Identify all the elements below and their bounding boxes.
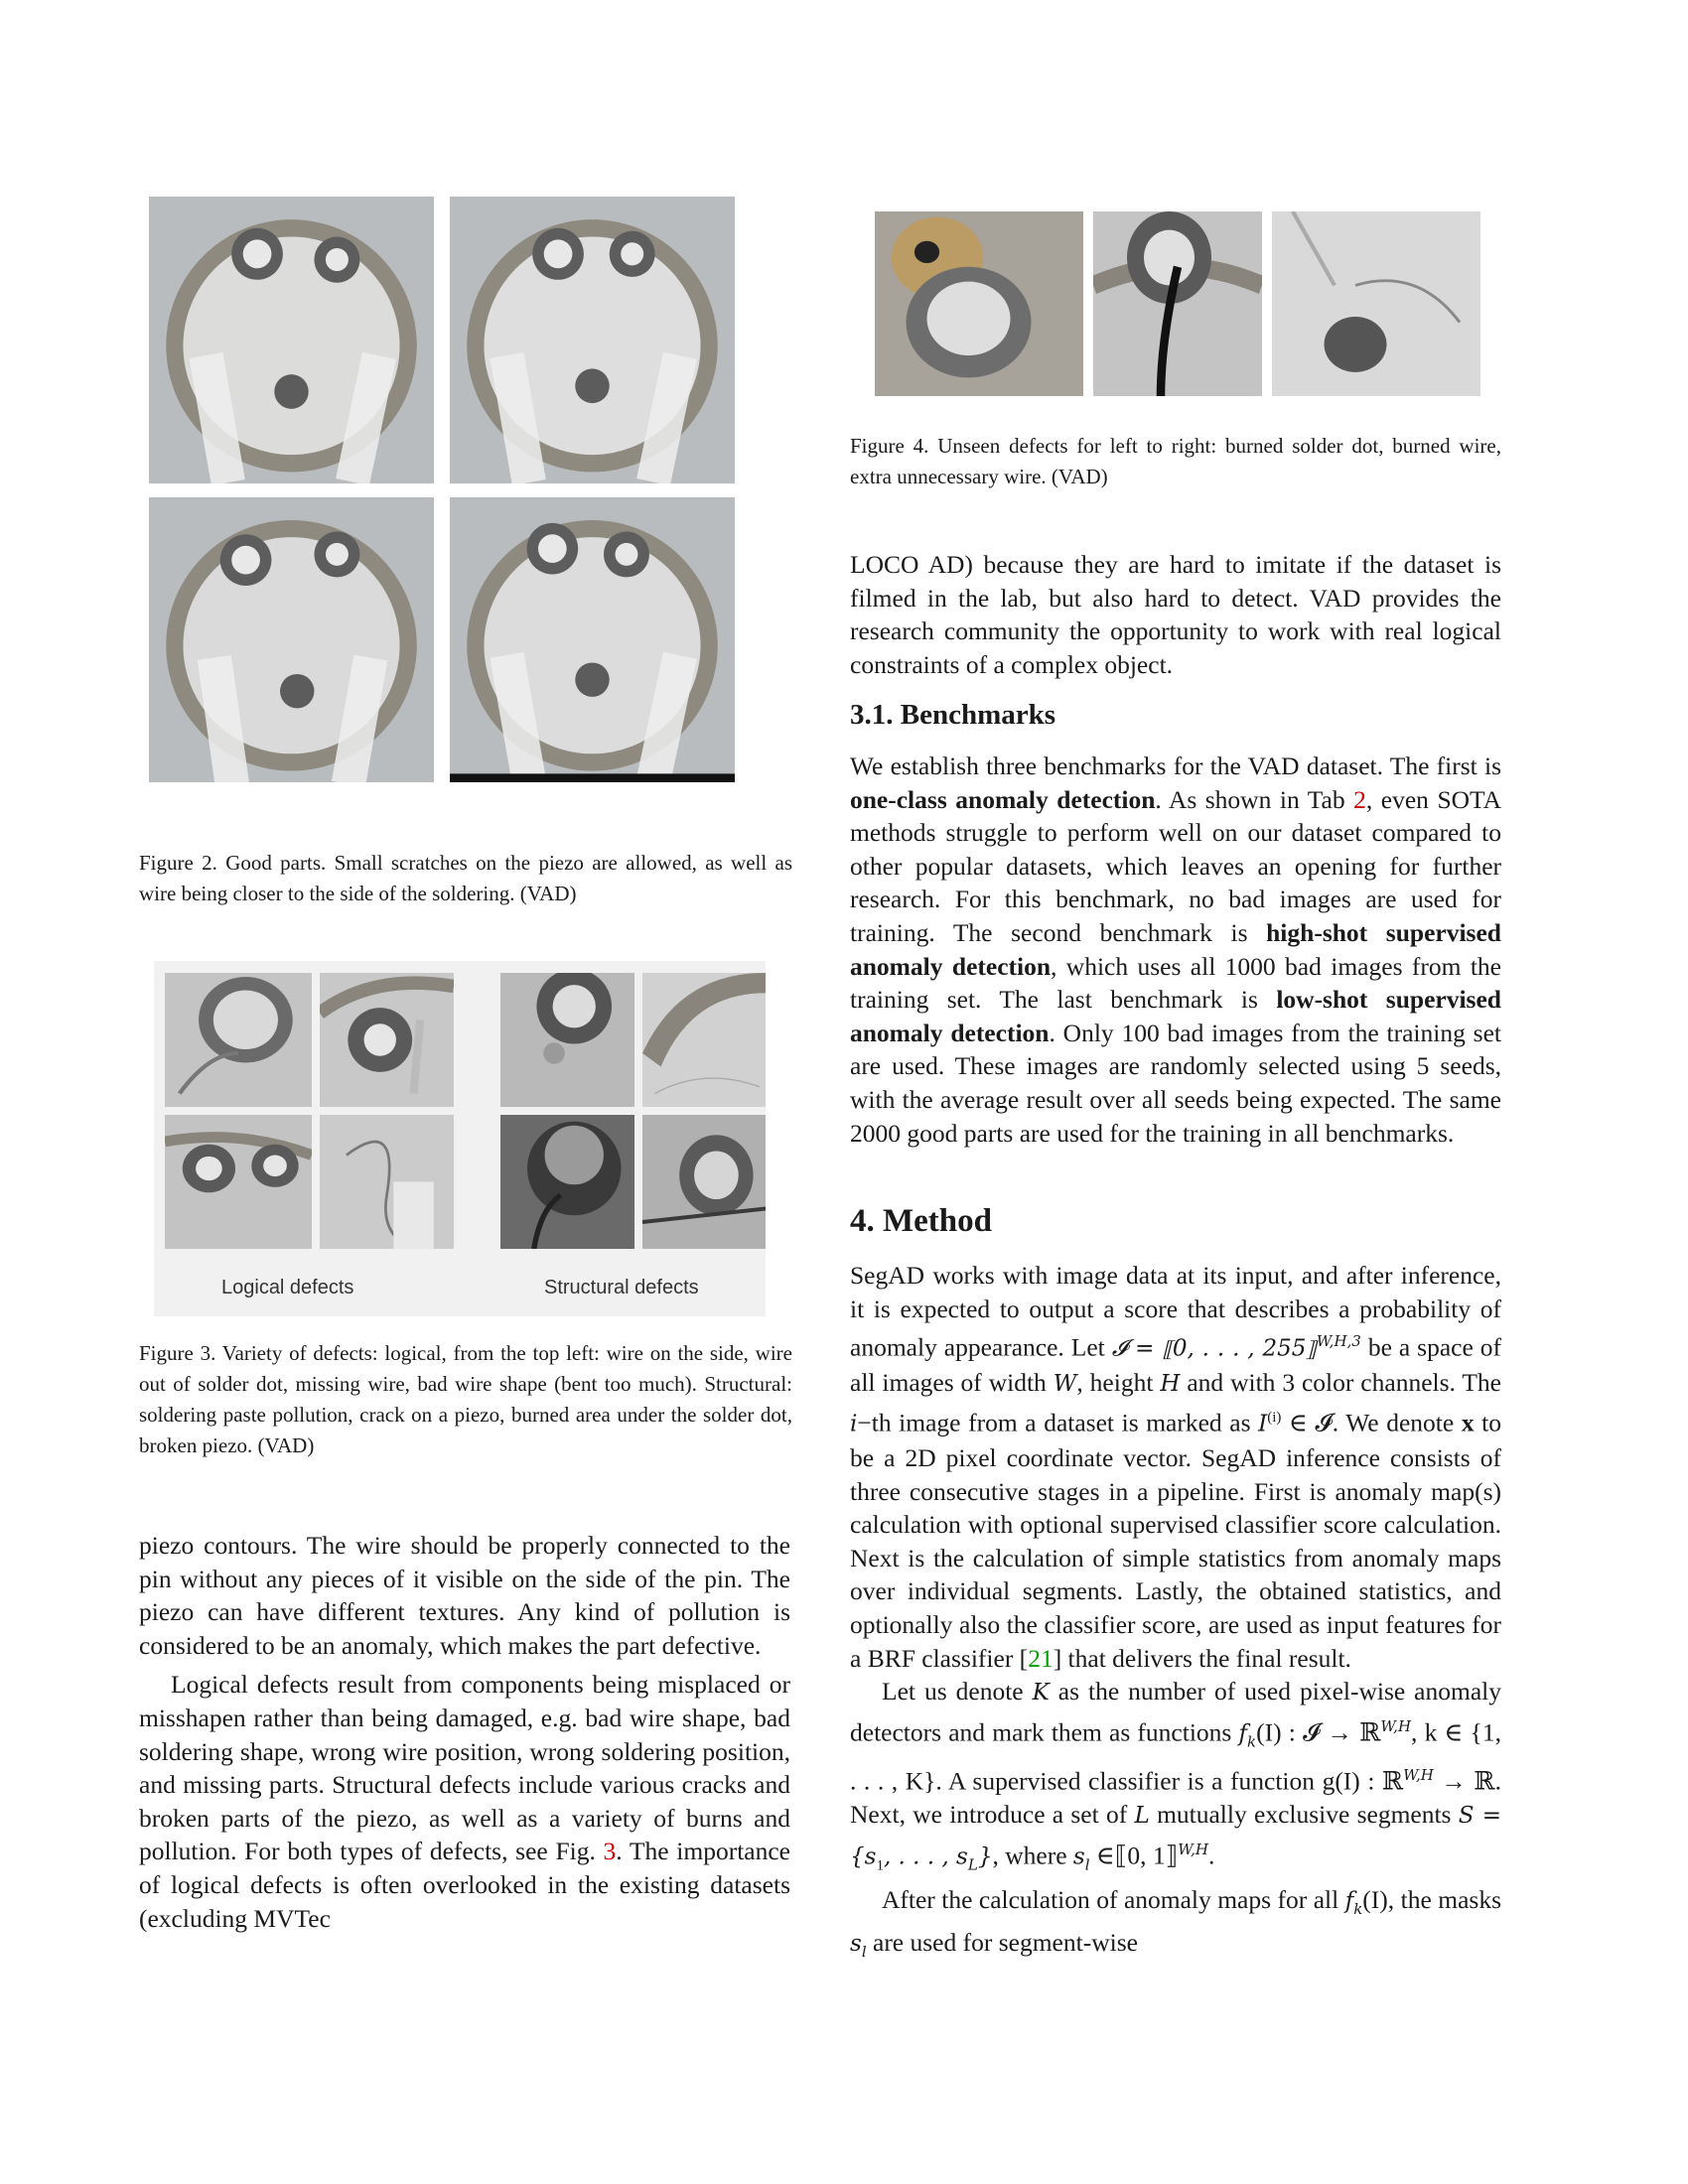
figure-3 — [154, 961, 766, 1316]
citation-21-link[interactable]: 21 — [1028, 1643, 1054, 1673]
fig3-caption: Figure 3. Variety of defects: logical, from the top left: wire on the side, wire out of solder dot, missing wire, bad wire shape (bent too much). Structural: soldering paste pollution, crack on a piezo, burned area under the solder dot, broken piezo. (VAD) — [139, 1341, 792, 1457]
fig3-structural-image-4 — [642, 1115, 766, 1249]
fig4-image-burned-solder-dot — [875, 211, 1083, 396]
fig3-structural-image-3 — [500, 1115, 634, 1249]
method-paragraph-2: Let us denote K as the number of used pixel-wise anomaly detectors and mark them as functions $f_k(I)$ : 𝓘 → ℝ$^{W,H}$, k ∈ {1, . . . , K}. A supervised classifier is a function g(I) : ℝ$^{W,H}$ → ℝ. Next, we introduce a set of L mutually exclusive segments $S = \{s_1$, . . . , $s_L$}, where $s_l$ ∈⟦0, 1⟧$^{W,H}$. — [850, 1677, 1502, 1874]
right-column-intro — [850, 548, 1501, 681]
fig4-image-extra-wire — [1272, 211, 1480, 396]
section-3-1-heading: 3.1. Benchmarks — [850, 699, 1056, 731]
table-2-reference-link[interactable]: 2 — [1353, 784, 1366, 814]
fig3-reference-link[interactable]: 3 — [603, 1837, 617, 1866]
left-paragraph-2: Logical defects result from components being misplaced or misshapen rather than being damaged, e.g. bad wire shape, bad soldering shape, wrong wire position, wrong soldering position, and missing parts. Structural defects include various cracks and broken parts of the piezo, as well as a variety of burns and pollution. For both types of defects, see Fig. 3. The importance of logical defects is often overlooked in the existing datasets (excluding MVTec — [139, 1670, 790, 1933]
method-paragraph-3: After the calculation of anomaly maps for all $f_k(I)$, the masks $s_l$ are used for segment-wise — [850, 1884, 1501, 1962]
fig3-label-structural: Structural defects — [544, 1277, 699, 1298]
fig3-logical-image-3 — [165, 1115, 312, 1249]
fig4-caption: Figure 4. Unseen defects for left to right: burned solder dot, burned wire, extra unnecessary wire. (VAD) — [850, 434, 1501, 488]
fig3-structural-image-1 — [500, 973, 634, 1107]
fig4-image-burned-wire — [1093, 211, 1262, 396]
section-4-heading: 4. Method — [850, 1203, 992, 1239]
fig2-image-bottom-right — [450, 497, 735, 782]
fig2-image-top-left — [149, 197, 434, 483]
benchmarks-paragraph: We establish three benchmarks for the VAD dataset. The first is one-class anomaly detection. As shown in Tab 2, even SOTA methods struggle to perform well on our dataset compared to other popular datasets, which leaves an opening for further research. For this benchmark, no bad images are used for training. The second benchmark is high-shot supervised anomaly detection, which uses all 1000 bad images from the training set. The last benchmark is low-shot supervised anomaly detection. Only 100 bad images from the training set are used. These images are randomly selected using 5 seeds, with the average result over all seeds being expected. The same 2000 good parts are used for the training in all benchmarks. — [850, 751, 1501, 1148]
method-text — [850, 1259, 1501, 1970]
right-paragraph-loco: LOCO AD) because they are hard to imitate if the dataset is filmed in the lab, but also hard to detect. VAD provides the research community the opportunity to work with real logical constraints of a complex object. — [850, 550, 1501, 679]
fig3-structural-image-2 — [642, 973, 766, 1107]
figure-2 — [149, 197, 735, 782]
left-column-text — [139, 1529, 790, 1935]
fig2-caption: Figure 2. Good parts. Small scratches on the piezo are allowed, as well as wire being closer to the side of the soldering. (VAD) — [139, 851, 792, 905]
method-paragraph-1: SegAD works with image data at its input, and after inference, it is expected to output a score that describes a probability of anomaly appearance. Let 𝓘 = ⟦0, . . . , 255⟧$^{W,H,3}$ be a space of all images of width W, height H and with 3 color channels. The i−th image from a dataset is marked as $I^{(i)}$ ∈ 𝓘. We denote x to be a 2D pixel coordinate vector. SegAD inference consists of three consecutive stages in a pipeline. First is anomaly map(s) calculation with optional supervised classifier score calculation. Next is the calculation of simple statistics from anomaly maps over individual segments. Lastly, the obtained statistics, and optionally also the classifier score, are used as input features for a BRF classifier [21] that delivers the final result. — [850, 1261, 1502, 1673]
fig3-logical-image-1 — [165, 973, 312, 1107]
left-paragraph-1: piezo contours. The wire should be properly connected to the pin without any pieces of it visible on the side of the pin. The piezo can have different textures. Any kind of pollution is considered to be an anomaly, which makes the part defective. — [139, 1531, 790, 1660]
fig2-image-bottom-left — [149, 497, 434, 782]
fig3-logical-image-4 — [320, 1115, 454, 1249]
fig3-label-logical: Logical defects — [221, 1277, 354, 1298]
fig3-logical-image-2 — [320, 973, 454, 1107]
fig2-image-top-right — [450, 197, 735, 483]
